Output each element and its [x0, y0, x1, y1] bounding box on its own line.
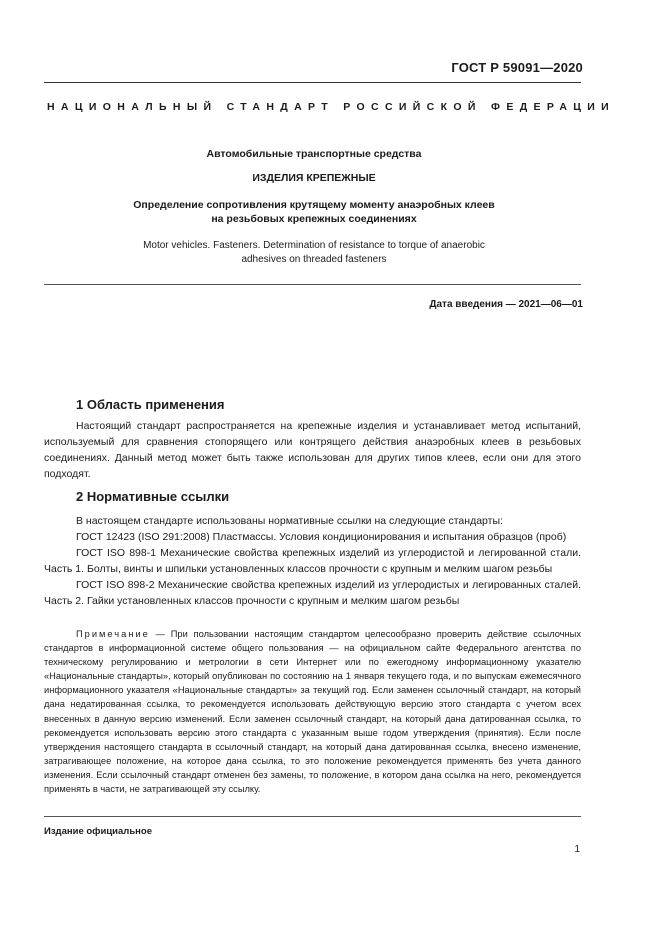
edition-label: Издание официальное	[44, 826, 152, 837]
note-paragraph	[44, 627, 581, 796]
note-block	[44, 627, 581, 796]
section2-body	[44, 513, 581, 609]
intro-divider	[44, 284, 581, 285]
footer-divider	[44, 816, 581, 817]
gost-number: ГОСТ Р 59091—2020	[451, 60, 583, 75]
reference-item: ГОСТ 12423 (ISO 291:2008) Пластмассы. Условия кондиционирования и испытания образцов (проб)	[76, 531, 567, 543]
section1-body	[44, 418, 581, 482]
note-text: — При пользовании настоящим стандартом целесообразно проверить действие ссылочных стандартов в информационной системе общего пользования — на официальном сайте Федерального агентства по техническому регулированию и метрологии в сети Интернет или по ежегодному информационному указателю «Национальные стандарты», который опубликован по состоянию на 1 января текущего года, и по выпускам ежемесячного информационного указателя «Национальные стандарты» за текущий год. Если заменен ссылочный стандарт, на который дана недатированная ссылка, то рекомендуется использовать действующую версию этого стандарта с учетом всех внесенных в данную версию изменений. Если заменен ссылочный стандарт, на который дана датированная ссылка, то рекомендуется использовать версию этого стандарта с указанным выше годом утверждения (принятия). Если после утверждения настоящего стандарта в ссылочный стандарт, на который дана датированная ссылка, внесено изменение, затрагивающее положение, на которое дана ссылка, то это положение рекомендуется применять без учета данного изменения. Если ссылочный стандарт отменен без замены, то положение, в котором дана ссылка на него, рекомендуется применять в части, не затрагивающей эту ссылку.	[44, 629, 581, 795]
national-standard-heading: НАЦИОНАЛЬНЫЙ СТАНДАРТ РОССИЙСКОЙ ФЕДЕРАЦИИ	[47, 101, 616, 113]
title-method-en-line1: Motor vehicles. Fasteners. Determination of resistance to torque of anaerobic	[143, 240, 485, 251]
section2-title: 2 Нормативные ссылки	[76, 489, 230, 504]
title-method-ru	[44, 198, 584, 226]
title-fasteners: ИЗДЕЛИЯ КРЕПЕЖНЫЕ	[252, 172, 376, 184]
title-method-en-line2: adhesives on threaded fasteners	[241, 254, 387, 265]
note-label: Примечание	[76, 629, 150, 639]
title-method-en	[44, 239, 584, 267]
title-method-ru-line1: Определение сопротивления крутящему моменту анаэробных клеев	[133, 199, 495, 211]
section1-paragraph: Настоящий стандарт распространяется на крепежные изделия и устанавливает метод испытаний, используемый для сравнения стопорящего или контрящего действия анаэробных клеев в резьбовых соединениях. Данный метод может быть также использован для других типов клеев, если они для этого подходят.	[44, 420, 581, 480]
section1-title: 1 Область применения	[76, 397, 225, 412]
reference-item: ГОСТ ISO 898-1 Механические свойства крепежных изделий из углеродистой и легированной стали. Часть 1. Болты, винты и шпильки установленных классов прочности с крупным и мелким шагом резьбы	[44, 547, 581, 575]
reference-item: ГОСТ ISO 898-2 Механические свойства крепежных изделий из углеродистых и легированных сталей. Часть 2. Гайки установленных классов прочности с крупным и мелким шагом резьбы	[44, 579, 581, 607]
section2-intro: В настоящем стандарте использованы нормативные ссылки на следующие стандарты:	[76, 515, 503, 527]
page-number: 1	[574, 844, 580, 855]
title-vehicles: Автомобильные транспортные средства	[206, 148, 422, 160]
header-divider	[44, 82, 581, 83]
title-method-ru-line2: на резьбовых крепежных соединениях	[211, 213, 417, 225]
intro-date: Дата введения — 2021—06—01	[429, 299, 583, 310]
